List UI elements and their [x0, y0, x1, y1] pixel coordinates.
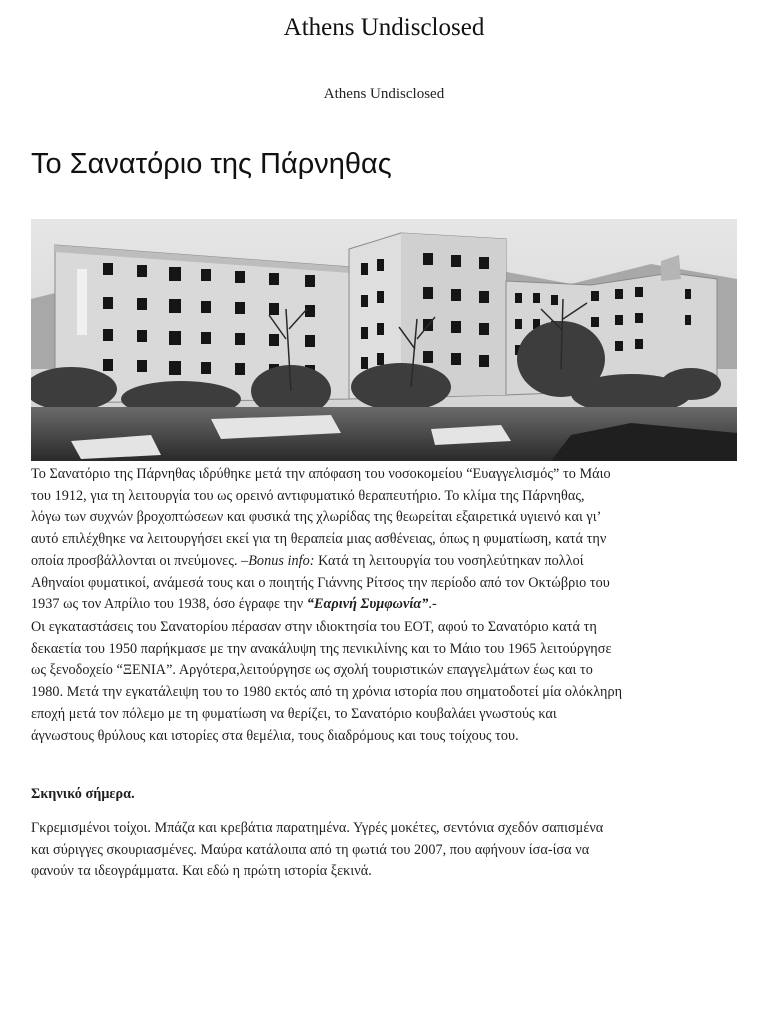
text-line: 1980. Μετά την εγκατάλειψη του το 1980 εκτός από τη χρόνια ιστορία που σηματοδοτεί μία ολόκληρη [31, 684, 623, 701]
site-subtitle: Athens Undisclosed [323, 86, 445, 102]
text-line: δεκαετία του 1950 παρήκμασε με την ανακάλυψη της πενικιλίνης και το Μάιο του 1965 λειτούργησε [31, 640, 612, 657]
text-fragment: .- [428, 596, 437, 613]
text-line: λόγω των συχνών βροχοπτώσεων και φυσικά της χλωρίδας της θεωρείται εξαιρετικά υγιεινό και γι’ [31, 509, 602, 526]
sanatorium-photo [31, 219, 737, 461]
text-line: άγνωστους θρύλους και ιστορίες στα θεμέλια, τους διαδρόμους και τους τοίχους του. [31, 727, 519, 744]
paragraph-history [31, 464, 737, 616]
text-line: Αθηναίοι φυματικοί, ανάμεσά τους και ο ποιητής Γιάννης Ρίτσος την περίοδο από τον Οκτώβριο του [31, 574, 610, 591]
bonus-info-label: Bonus info: [248, 552, 315, 569]
text-line: Το Σανατόριο της Πάρνηθας ιδρύθηκε μετά την απόφαση του νοσοκομείου “Ευαγγελισμός” το Μάιο [31, 466, 611, 482]
site-title[interactable]: Athens Undisclosed [283, 14, 485, 41]
text-fragment: οποία προσβάλλονται οι πνεύμονες. – [31, 552, 249, 569]
poem-title: “Εαρινή Συμφωνία” [306, 596, 429, 613]
text-line: αυτό επιλέχθηκε να λειτουργήσει εκεί για τη θεραπεία μιας ασθένειας, όπως η φυματίωση, κατά την [31, 531, 607, 548]
text-line: και σύριγγες σκουριασμένες. Μαύρα κατάλοιπα από τη φωτιά του 2007, που αφήνουν ίσα-ίσα να [31, 841, 590, 858]
text-fragment: Κατά τη λειτουργία του νοσηλεύτηκαν πολλοί [314, 552, 584, 569]
post-title: Το Σανατόριο της Πάρνηθας [31, 148, 392, 180]
paragraph-eot [31, 617, 737, 747]
text-line [31, 594, 737, 616]
text-line [31, 551, 737, 573]
text-fragment: 1937 ως τον Απρίλιο του 1938, όσο έγραφε την [31, 596, 307, 613]
text-line: Γκρεμισμένοι τοίχοι. Μπάζα και κρεβάτια παρατημένα. Υγρές μοκέτες, σεντόνια σχεδόν σαπισμένα [31, 820, 604, 836]
text-line: ως ξενοδοχείο “ΞΕΝΙΑ”. Αργότερα,λειτούργησε ως σχολή τουριστικών επαγγελμάτων έως και το [31, 662, 593, 679]
text-line: εποχή μετά τον πόλεμο με τη φυματίωση να θερίζει, το Σανατόριο κουβαλάει γνωστούς και [31, 705, 557, 722]
text-line: Οι εγκαταστάσεις του Σανατορίου πέρασαν στην ιδιοκτησία του ΕΟΤ, αφού το Σανατόριο κατά τη [31, 619, 597, 635]
paragraph-scene-today [31, 818, 737, 883]
text-line: του 1912, για τη λειτουργία του ως ορεινό αντιφυματικό θεραπευτήριο. Το κλίμα της Πάρνηθας, [31, 487, 585, 504]
text-line: φανούν τα ιδεογράμματα. Και εδώ η πρώτη ιστορία ξεκινά. [31, 863, 372, 880]
section-heading: Σκηνικό σήμερα. [31, 786, 135, 802]
